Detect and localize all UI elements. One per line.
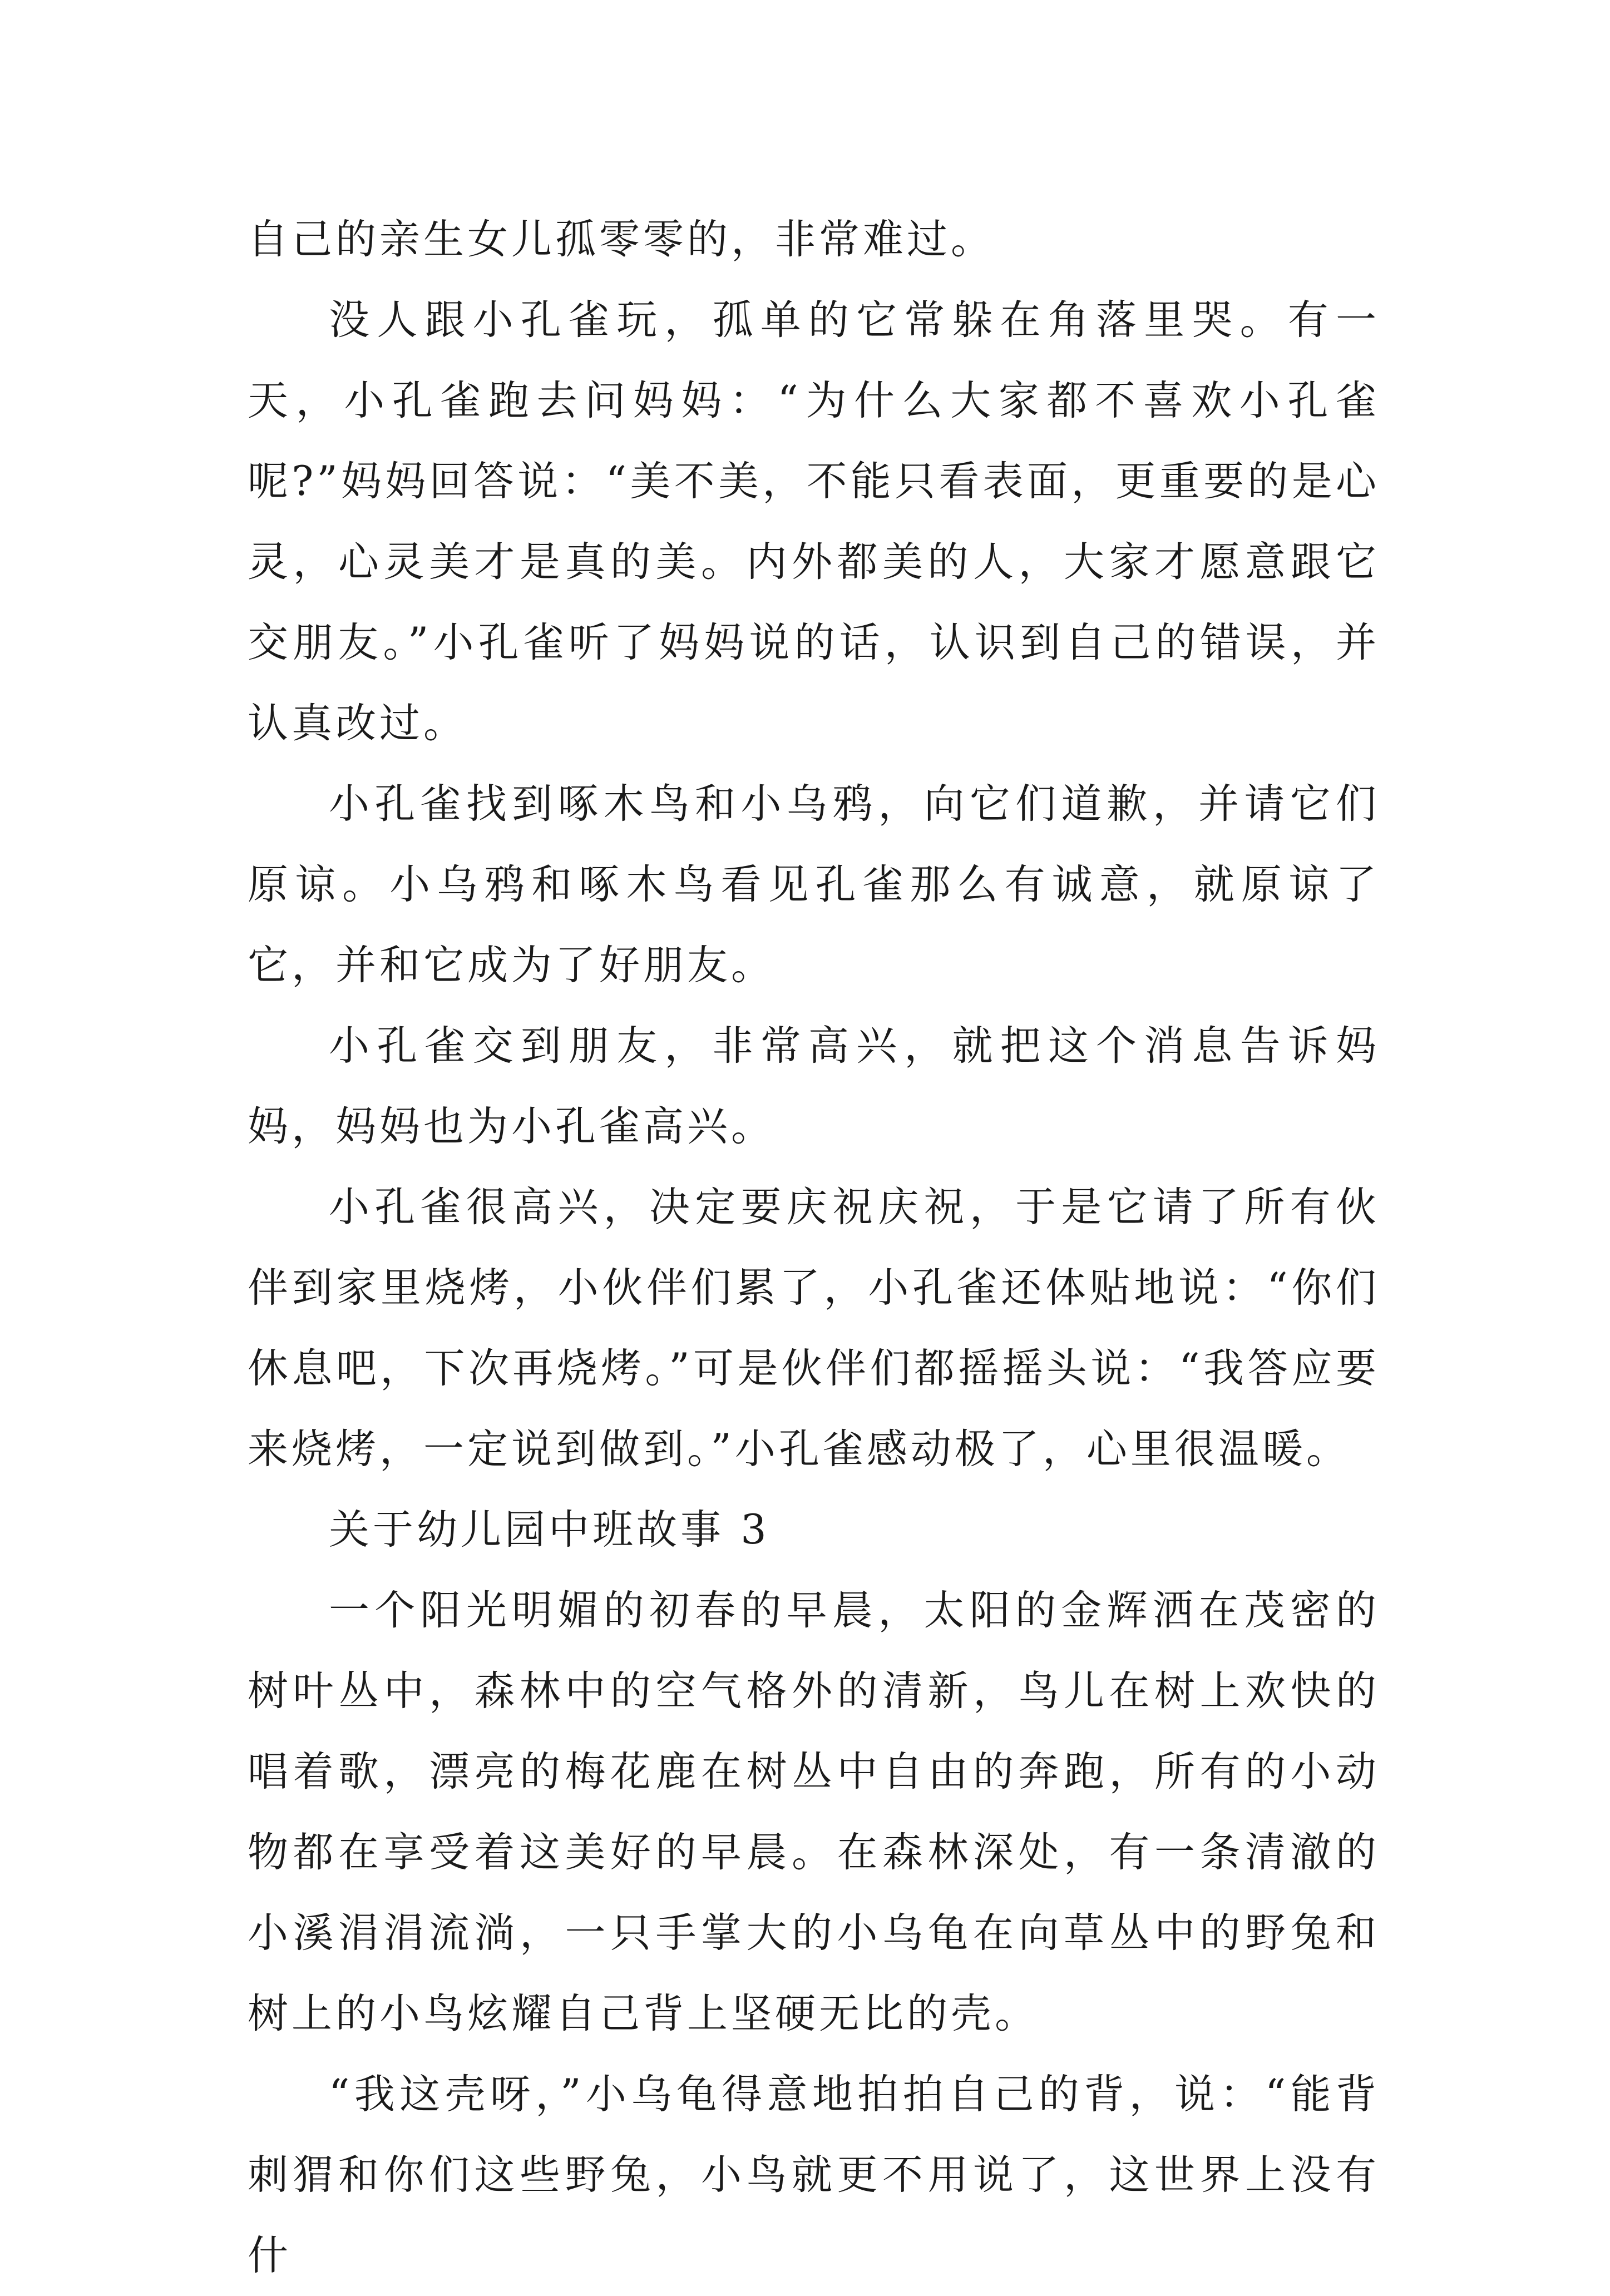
paragraph: 小孔雀交到朋友，非常高兴，就把这个消息告诉妈妈，妈妈也为小孔雀高兴。 <box>248 1022 1380 1150</box>
paragraph: 小孔雀找到啄木鸟和小乌鸦，向它们道歉，并请它们原谅。小乌鸦和啄木鸟看见孔雀那么有诚意，就原谅了它，并和它成为了好朋友。 <box>248 780 1380 989</box>
paragraph: “我这壳呀，”小乌龟得意地拍拍自己的背，说：“能背刺猬和你们这些野兔，小鸟就更不用说了，这世界上没有什 <box>248 2071 1380 2279</box>
document-body <box>248 199 1380 2296</box>
paragraph: 小孔雀很高兴，决定要庆祝庆祝，于是它请了所有伙伴到家里烧烤，小伙伴们累了，小孔雀还体贴地说：“你们休息吧，下次再烧烤。”可是伙伴们都摇摇头说：“我答应要来烧烤，一定说到做到。”小孔雀感动极了，心里很温暖。 <box>248 1184 1380 1473</box>
paragraph: 没人跟小孔雀玩，孤单的它常躲在角落里哭。有一天，小孔雀跑去问妈妈：“为什么大家都不喜欢小孔雀呢?”妈妈回答说：“美不美，不能只看表面，更重要的是心灵，心灵美才是真的美。内外都美的人，大家才愿意跟它交朋友。”小孔雀听了妈妈说的话，认识到自己的错误，并认真改过。 <box>248 296 1380 747</box>
paragraph-continuation: 自己的亲生女儿孤零零的，非常难过。 <box>248 216 995 263</box>
paragraph: 一个阳光明媚的初春的早晨，太阳的金辉洒在茂密的树叶丛中，森林中的空气格外的清新，鸟儿在树上欢快的唱着歌，漂亮的梅花鹿在树丛中自由的奔跑，所有的小动物都在享受着这美好的早晨。在森林深处，有一条清澈的小溪涓涓流淌，一只手掌大的小乌龟在向草丛中的野兔和树上的小鸟炫耀自己背上坚硬无比的壳。 <box>248 1587 1380 2037</box>
section-heading: 关于幼儿园中班故事 3 <box>329 1506 770 1553</box>
